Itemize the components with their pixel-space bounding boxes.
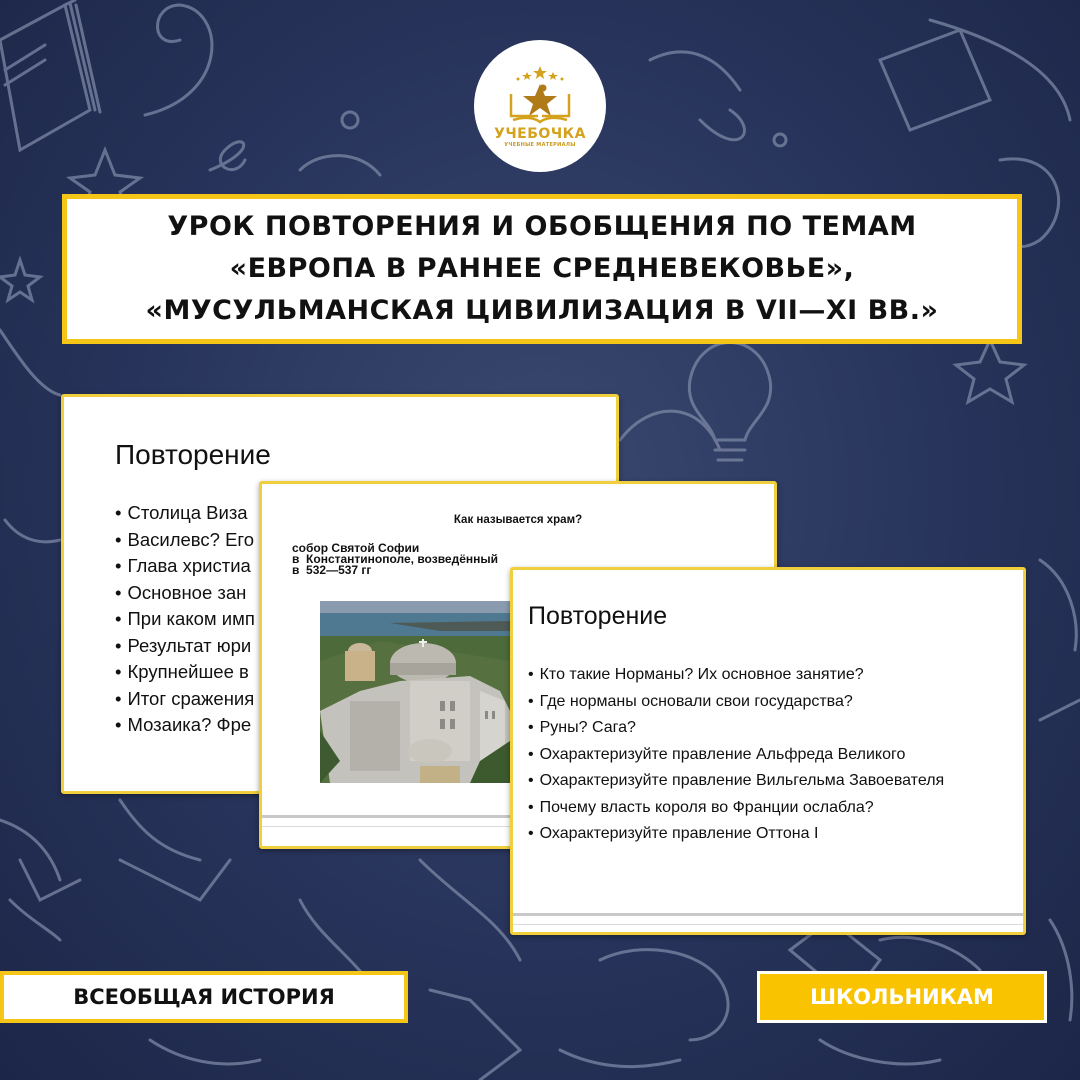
- logo-tagline: УЧЕБНЫЕ МАТЕРИАЛЫ: [504, 142, 576, 148]
- list-item: • Кто такие Норманы? Их основное занятие?: [528, 662, 944, 689]
- brand-logo: [474, 40, 606, 172]
- title-line-3: «МУСУЛЬМАНСКАЯ ЦИВИЛИЗАЦИЯ В VII—XI ВВ.»: [145, 295, 939, 326]
- answer-line-3: в 532—537 гг: [292, 563, 372, 577]
- lesson-title-banner: [62, 194, 1022, 344]
- slide-bullet-list: [115, 500, 255, 739]
- list-item: • Глава христиа: [115, 553, 255, 580]
- slide-bullet-list: [528, 662, 944, 848]
- list-item: • Почему власть короля во Франции ослабла?: [528, 795, 944, 822]
- list-item: • Охарактеризуйте правление Оттона I: [528, 821, 944, 848]
- subject-badge: ВСЕОБЩАЯ ИСТОРИЯ: [0, 971, 408, 1023]
- slide-preview-normans: [510, 567, 1026, 935]
- list-item: • Василевс? Его: [115, 527, 255, 554]
- star-book-icon: [505, 64, 575, 124]
- slide-question: Как называется храм?: [453, 514, 583, 526]
- list-item: • Где норманы основали свои государства?: [528, 689, 944, 716]
- list-item: • Охарактеризуйте правление Вильгельма Завоевателя: [528, 768, 944, 795]
- list-item: • Руны? Сага?: [528, 715, 944, 742]
- logo-name: УЧЕБОЧКА: [494, 126, 586, 142]
- list-item: • Охарактеризуйте правление Альфреда Великого: [528, 742, 944, 769]
- list-item: • При каком имп: [115, 606, 255, 633]
- list-item: • Столица Визa: [115, 500, 255, 527]
- slide-answer: [292, 543, 498, 576]
- list-item: • Крупнейшее в: [115, 659, 255, 686]
- list-item: • Основное зан: [115, 580, 255, 607]
- hagia-sophia-photo: [320, 601, 510, 783]
- list-item: • Результат юри: [115, 633, 255, 660]
- answer-line-1: собор Святой Софии: [292, 541, 420, 555]
- title-line-1: УРОК ПОВТОРЕНИЯ И ОБОБЩЕНИЯ ПО ТЕМАМ: [167, 211, 917, 242]
- title-line-2: «ЕВРОПА В РАННЕЕ СРЕДНЕВЕКОВЬЕ»,: [229, 253, 855, 284]
- list-item: • Итог сражения: [115, 686, 255, 713]
- slide-footer-divider: [513, 913, 1023, 925]
- slide-title: Повторение: [115, 439, 271, 470]
- list-item: • Мозаика? Фре: [115, 712, 255, 739]
- answer-line-2: в Константинополе, возведённый: [292, 552, 498, 566]
- audience-badge: ШКОЛЬНИКАМ: [757, 971, 1047, 1023]
- slide-title: Повторение: [528, 602, 668, 630]
